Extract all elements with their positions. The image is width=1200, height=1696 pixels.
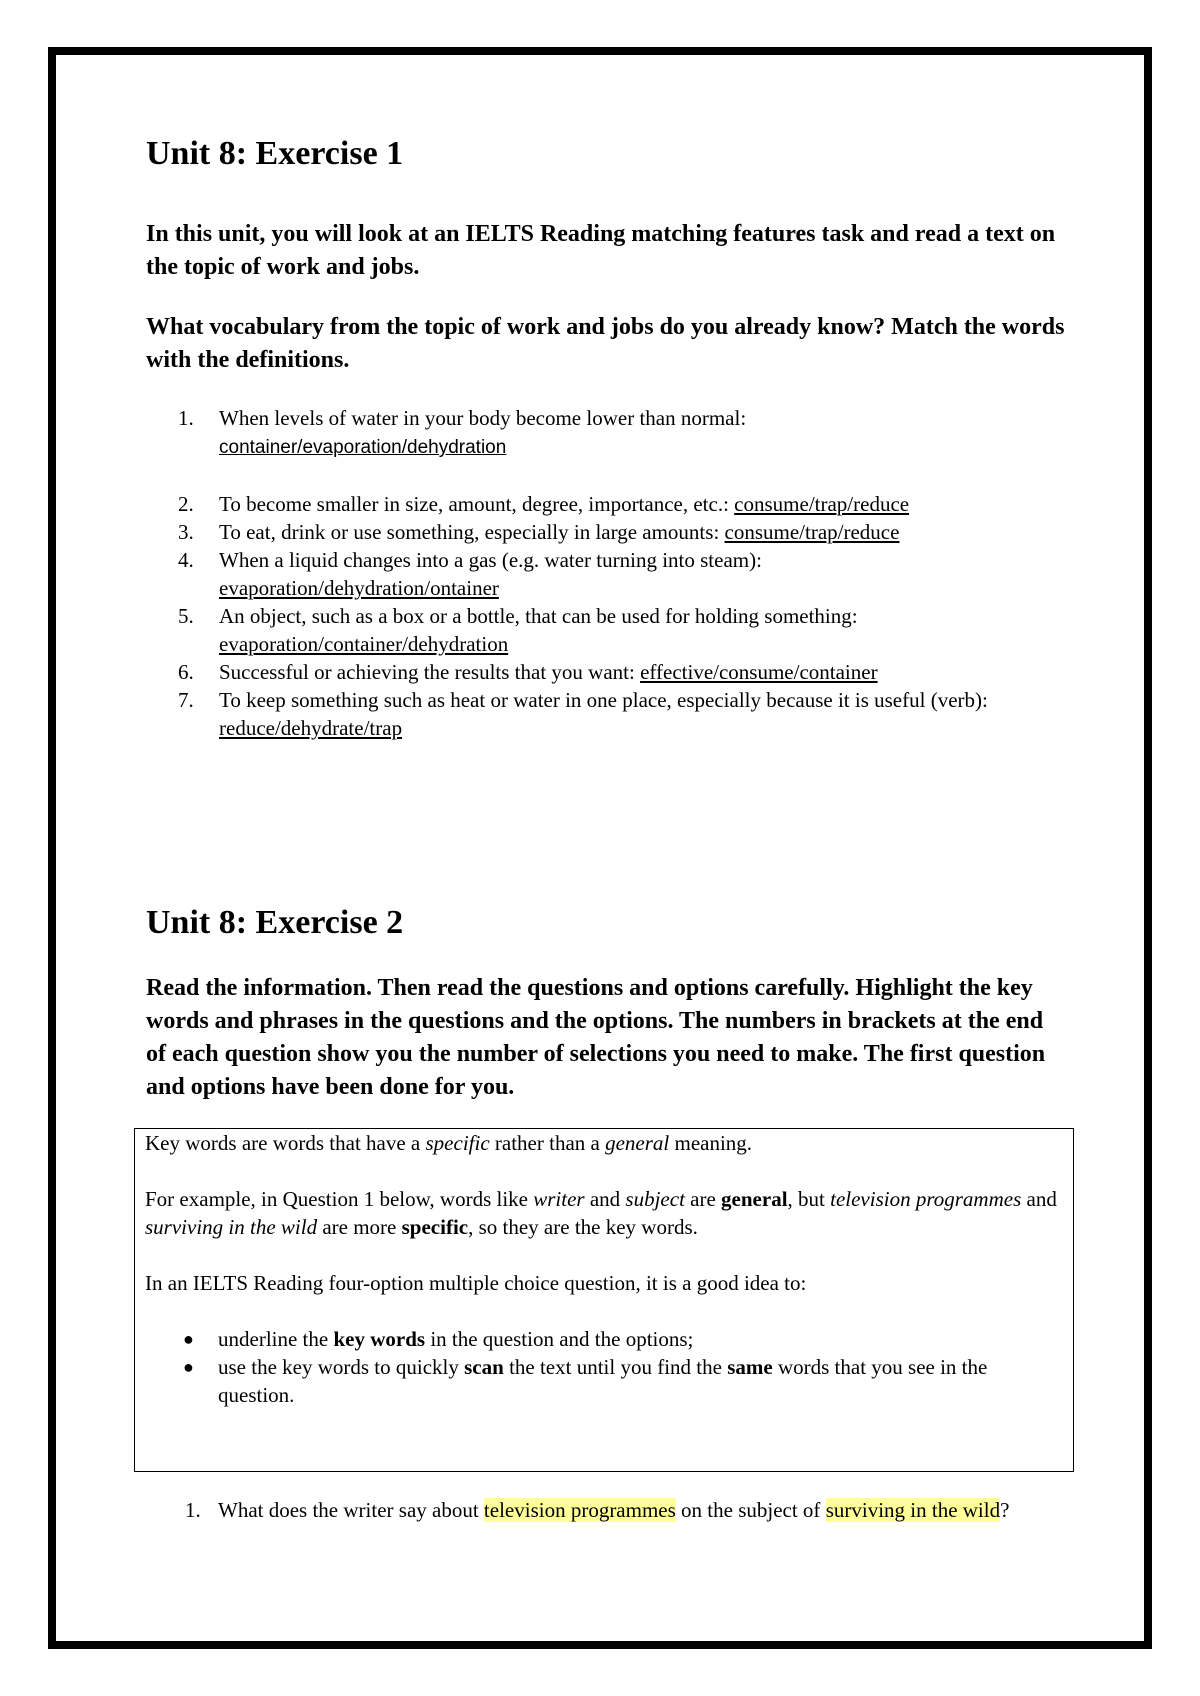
tip-item: ● use the key words to quickly scan the text until you find the same words that you see in the question. [183, 1355, 988, 1407]
question-1: 1. What does the writer say about television programmes on the subject of surviving in the wild? [185, 1498, 1010, 1522]
definition-item: 5. An object, such as a box or a bottle, that can be used for holding something: evaporation/container/dehydration [178, 604, 858, 656]
info-paragraph: For example, in Question 1 below, words like writer and subject are general, but television programmes and surviving in the wild are more specific, so they are the key words. [145, 1187, 1057, 1239]
definition-item: 4. When a liquid changes into a gas (e.g. water turning into steam): evaporation/dehydration/ontainer [178, 548, 762, 600]
definition-item: 6. Successful or achieving the results that you want: effective/consume/container [178, 660, 878, 684]
tip-item: ● underline the key words in the question and the options; [183, 1327, 694, 1351]
exercise2-instruction: Read the information. Then read the questions and options carefully. Highlight the key words and phrases in the questions and the options. The numbers in brackets at the end of each question show you the number of selections you need to make. The first question and options have been done for you. [146, 975, 1046, 1100]
answer-options: consume/trap/reduce [734, 492, 910, 516]
question-list [145, 1496, 1075, 1524]
tips-list [145, 1325, 1063, 1409]
bullet-icon: ● [183, 1329, 194, 1349]
definition-item: 1. When levels of water in your body become lower than normal: container/evaporation/dehydration [178, 406, 747, 458]
exercise1-intro: In this unit, you will look at an IELTS Reading matching features task and read a text on the topic of work and jobs. [146, 221, 1056, 280]
highlighted-key-word: television programmes [483, 1498, 676, 1522]
spacer [145, 1157, 1063, 1185]
definitions-list [146, 404, 1076, 742]
definition-item: 2. To become smaller in size, amount, degree, importance, etc.: consume/trap/reduce [178, 492, 910, 516]
exercise2-title: Unit 8: Exercise 2 [146, 904, 404, 941]
definition-item: 7. To keep something such as heat or water in one place, especially because it is useful (verb): reduce/dehydrate/trap [178, 688, 988, 740]
definition-item: 3. To eat, drink or use something, especially in large amounts: consume/trap/reduce [178, 520, 900, 544]
spacer [145, 1297, 1063, 1325]
info-paragraph: In an IELTS Reading four-option multiple choice question, it is a good idea to: [145, 1271, 807, 1295]
key-words-info-box [134, 1128, 1074, 1472]
bullet-icon: ● [183, 1357, 194, 1377]
answer-options: effective/consume/container [640, 660, 878, 684]
answer-options: container/evaporation/dehydration [219, 437, 507, 458]
exercise1-title: Unit 8: Exercise 1 [146, 135, 404, 172]
spacer [145, 1241, 1063, 1269]
info-paragraph: Key words are words that have a specific rather than a general meaning. [145, 1131, 753, 1155]
answer-options: evaporation/container/dehydration [219, 632, 509, 656]
highlighted-key-word: surviving in the wild [825, 1498, 1001, 1522]
answer-options: evaporation/dehydration/ontainer [219, 576, 499, 600]
answer-options: consume/trap/reduce [724, 520, 900, 544]
spacer [146, 462, 1076, 490]
answer-options: reduce/dehydrate/trap [219, 716, 403, 740]
exercise1-instruction: What vocabulary from the topic of work and jobs do you already know? Match the words with the definitions. [146, 314, 1065, 373]
